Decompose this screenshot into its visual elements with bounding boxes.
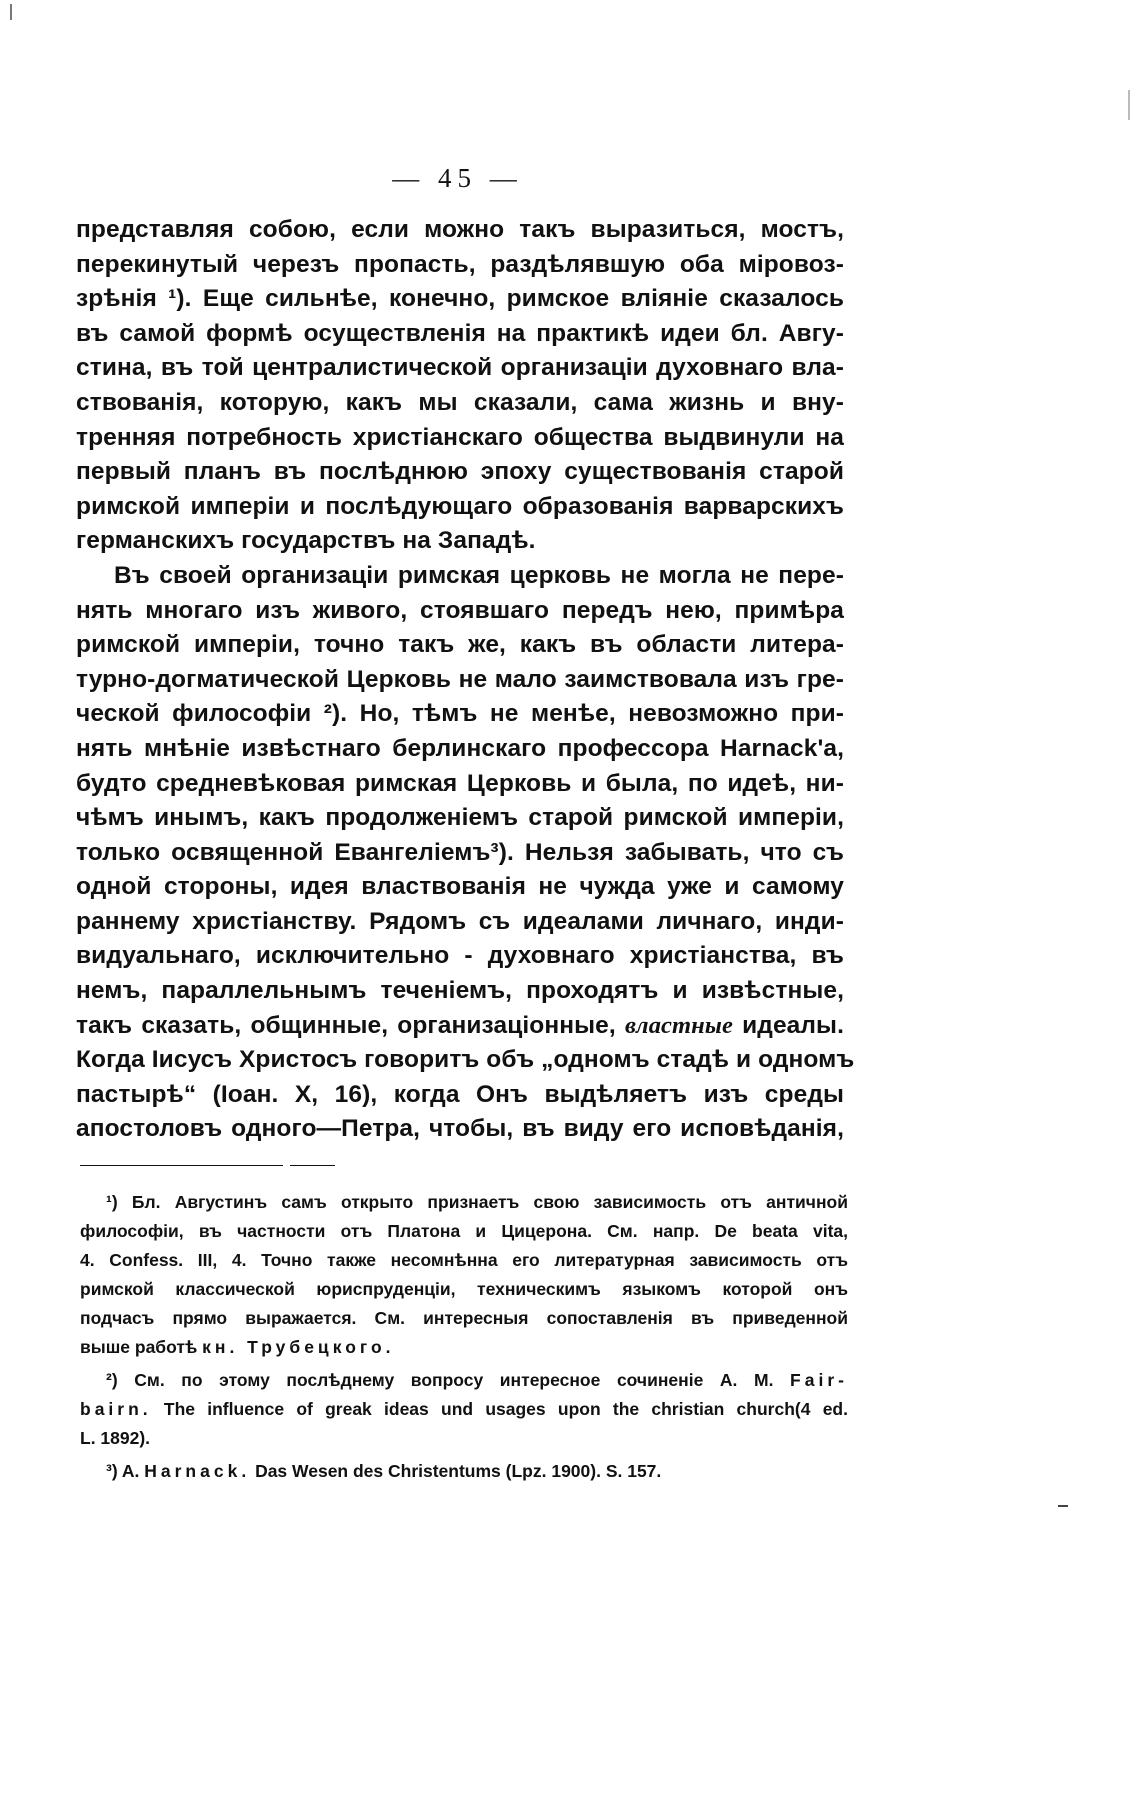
text-line: первый планъ въ послѣднюю эпоху существованія старой [76, 458, 844, 486]
footnote-3-line [80, 1457, 848, 1486]
footnote-1-line: философіи, въ частности отъ Платона и Цицерона. См. напр. De beata vita, [80, 1221, 848, 1241]
text-segment: ³) A. [106, 1461, 140, 1481]
text-line: чѣмъ инымъ, какъ продолженіемъ старой римской имперіи, [76, 804, 844, 832]
text-line: ствованія, которую, какъ мы сказали, сама жизнь и вну- [76, 388, 844, 416]
text-line: нять мнѣніе извѣстнаго берлинскаго профессора Harnack'a, [76, 734, 844, 762]
footnote-2-line: L. 1892). [80, 1428, 151, 1448]
footnote-1-line: 4. Confess. III, 4. Точно также несомнѣнна его литературная зависимость отъ [80, 1250, 848, 1270]
text-segment: выше работѣ [80, 1337, 198, 1357]
text-line: будто средневѣковая римская Церковь и была, по идеѣ, ни- [76, 769, 844, 797]
page-number: — 45 — [392, 163, 523, 193]
text-line: германскихъ государствъ на Западѣ. [76, 527, 536, 555]
scan-speck [1058, 1505, 1068, 1507]
text-line [76, 1009, 844, 1044]
text-line: ческой философіи ²). Но, тѣмъ не менѣе, невозможно при- [76, 700, 844, 728]
footnote-1-line: ¹) Бл. Августинъ самъ открыто признаетъ свою зависимость отъ античной [106, 1192, 848, 1212]
text-line: Въ своей организаціи римская церковь не могла не пере- [114, 561, 844, 589]
text-line: тренняя потребность христіанскаго общества выдвинули на [76, 423, 844, 451]
text-line: только освященной Евангеліемъ³). Нельзя забывать, что съ [76, 838, 844, 866]
text-line: Когда Іисусъ Христосъ говоритъ объ „одномъ стадѣ и одномъ [76, 1046, 855, 1074]
text-line: одной стороны, идея властвованія не чужда уже и самому [76, 873, 844, 901]
text-line: римской имперіи, точно такъ же, какъ въ области литера- [76, 631, 844, 659]
author-name: Fair- [790, 1370, 848, 1390]
text-line: раннему христіанству. Рядомъ съ идеалами личнаго, инди- [76, 907, 844, 935]
text-segment: идеалы. [742, 1011, 844, 1039]
text-segment: ²) См. по этому послѣднему вопросу интересное сочиненіе A. M. [106, 1370, 774, 1390]
text-line: пастырѣ“ (Іоан. X, 16), когда Онъ выдѣляетъ изъ среды [76, 1080, 844, 1108]
footnote-1-line: римской классической юриспруденціи, техническимъ языкомъ которой онъ [80, 1279, 848, 1299]
text-line: турно-догматической Церковь не мало заимствовала изъ гре- [76, 665, 844, 693]
author-name: bairn. [80, 1399, 152, 1419]
text-line: апостоловъ одного—Петра, чтобы, въ виду его исповѣданія, [76, 1115, 844, 1143]
footnote-2-line [80, 1395, 848, 1424]
text-line: стина, въ той централистической организаціи духовнаго вла- [76, 354, 844, 382]
text-segment: The influence of greak ideas und usages upon the christian church(4 ed. [163, 1399, 848, 1419]
text-line: перекинутый черезъ пропасть, раздѣлявшую оба міровоз- [76, 250, 844, 278]
text-line: видуальнаго, исключительно - духовнаго христіанства, въ [76, 942, 844, 970]
main-text [76, 213, 855, 1147]
footnote-1-line [80, 1333, 848, 1362]
italic-word: властные [624, 1011, 733, 1039]
footnotes [80, 1188, 848, 1486]
footnote-1-line: подчасъ прямо выражается. См. интересныя сопоставленія въ приведенной [80, 1308, 848, 1328]
text-segment: такъ сказать, общинные, организаціонные, [76, 1011, 616, 1039]
author-name: кн. Трубецкого. [202, 1337, 395, 1357]
text-line: немъ, параллельнымъ теченіемъ, проходятъ и извѣстные, [76, 977, 844, 1005]
text-line: представляя собою, если можно такъ выразиться, мостъ, [76, 216, 844, 243]
text-line: римской имперіи и послѣдующаго образованія варварскихъ [76, 492, 844, 520]
text-line: въ самой формѣ осуществленія на практикѣ идеи бл. Авгу- [76, 319, 844, 347]
author-name: Harnack. [144, 1461, 251, 1481]
text-line: зрѣнія ¹). Еще сильнѣе, конечно, римское вліяніе сказалось [76, 285, 844, 313]
text-line: нять многаго изъ живого, стоявшаго передъ нею, примѣра [76, 596, 844, 624]
footnote-separator-tail [290, 1165, 335, 1166]
scan-edge-mark [1128, 90, 1130, 120]
scan-edge-mark [10, 4, 12, 20]
footnote-2-line [80, 1366, 848, 1395]
text-segment: Das Wesen des Christentums (Lpz. 1900). S. 157. [255, 1461, 662, 1481]
